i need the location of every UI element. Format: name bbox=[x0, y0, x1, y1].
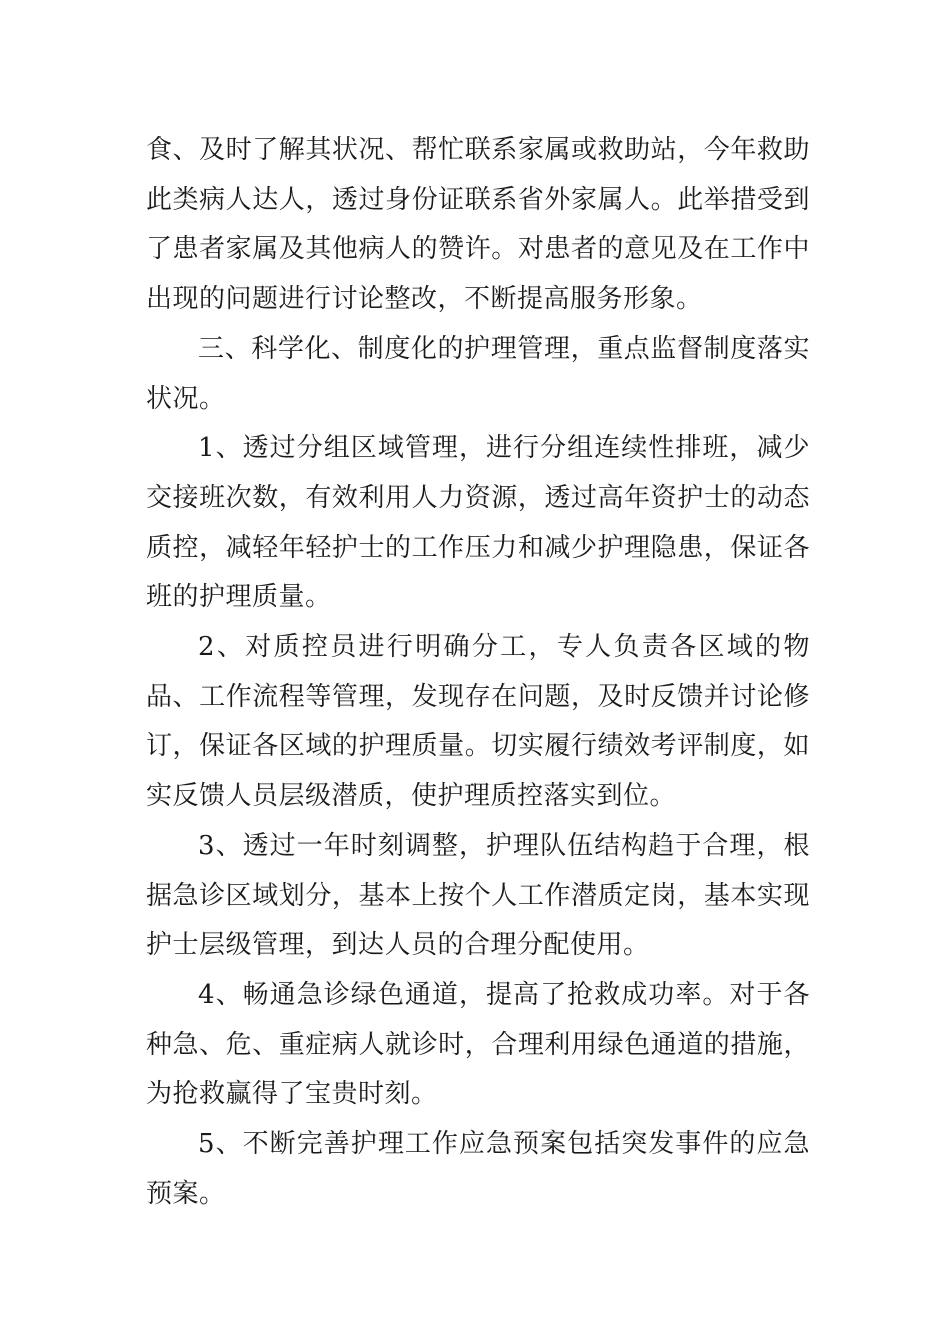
section-heading-three: 三、科学化、制度化的护理管理，重点监督制度落实状况。 bbox=[146, 333, 810, 414]
list-item-3: 3、透过一年时刻调整，护理队伍结构趋于合理，根据急诊区域划分，基本上按个人工作潜质定岗，基本实现护士层级管理，到达人员的合理分配使用。 bbox=[146, 830, 810, 961]
document-body bbox=[146, 126, 810, 1219]
paragraph-continuation: 食、及时了解其状况、帮忙联系家属或救助站，今年救助此类病人达人，透过身份证联系省外家属人。此举措受到了患者家属及其他病人的赞许。对患者的意见及在工作中出现的问题进行讨论整改，不断提高服务形象。 bbox=[146, 135, 810, 315]
list-item-2: 2、对质控员进行明确分工，专人负责各区域的物品、工作流程等管理，发现存在问题，及时反馈并讨论修订，保证各区域的护理质量。切实履行绩效考评制度，如实反馈人员层级潜质，使护理质控落实到位。 bbox=[146, 632, 810, 812]
list-item-1: 1、透过分组区域管理，进行分组连续性排班，减少交接班次数，有效利用人力资源，透过高年资护士的动态质控，减轻年轻护士的工作压力和减少护理隐患，保证各班的护理质量。 bbox=[146, 433, 810, 613]
list-item-4: 4、畅通急诊绿色通道，提高了抢救成功率。对于各种急、危、重症病人就诊时，合理利用绿色通道的措施，为抢救赢得了宝贵时刻。 bbox=[146, 979, 810, 1110]
list-item-5: 5、不断完善护理工作应急预案包括突发事件的应急预案。 bbox=[146, 1129, 810, 1209]
